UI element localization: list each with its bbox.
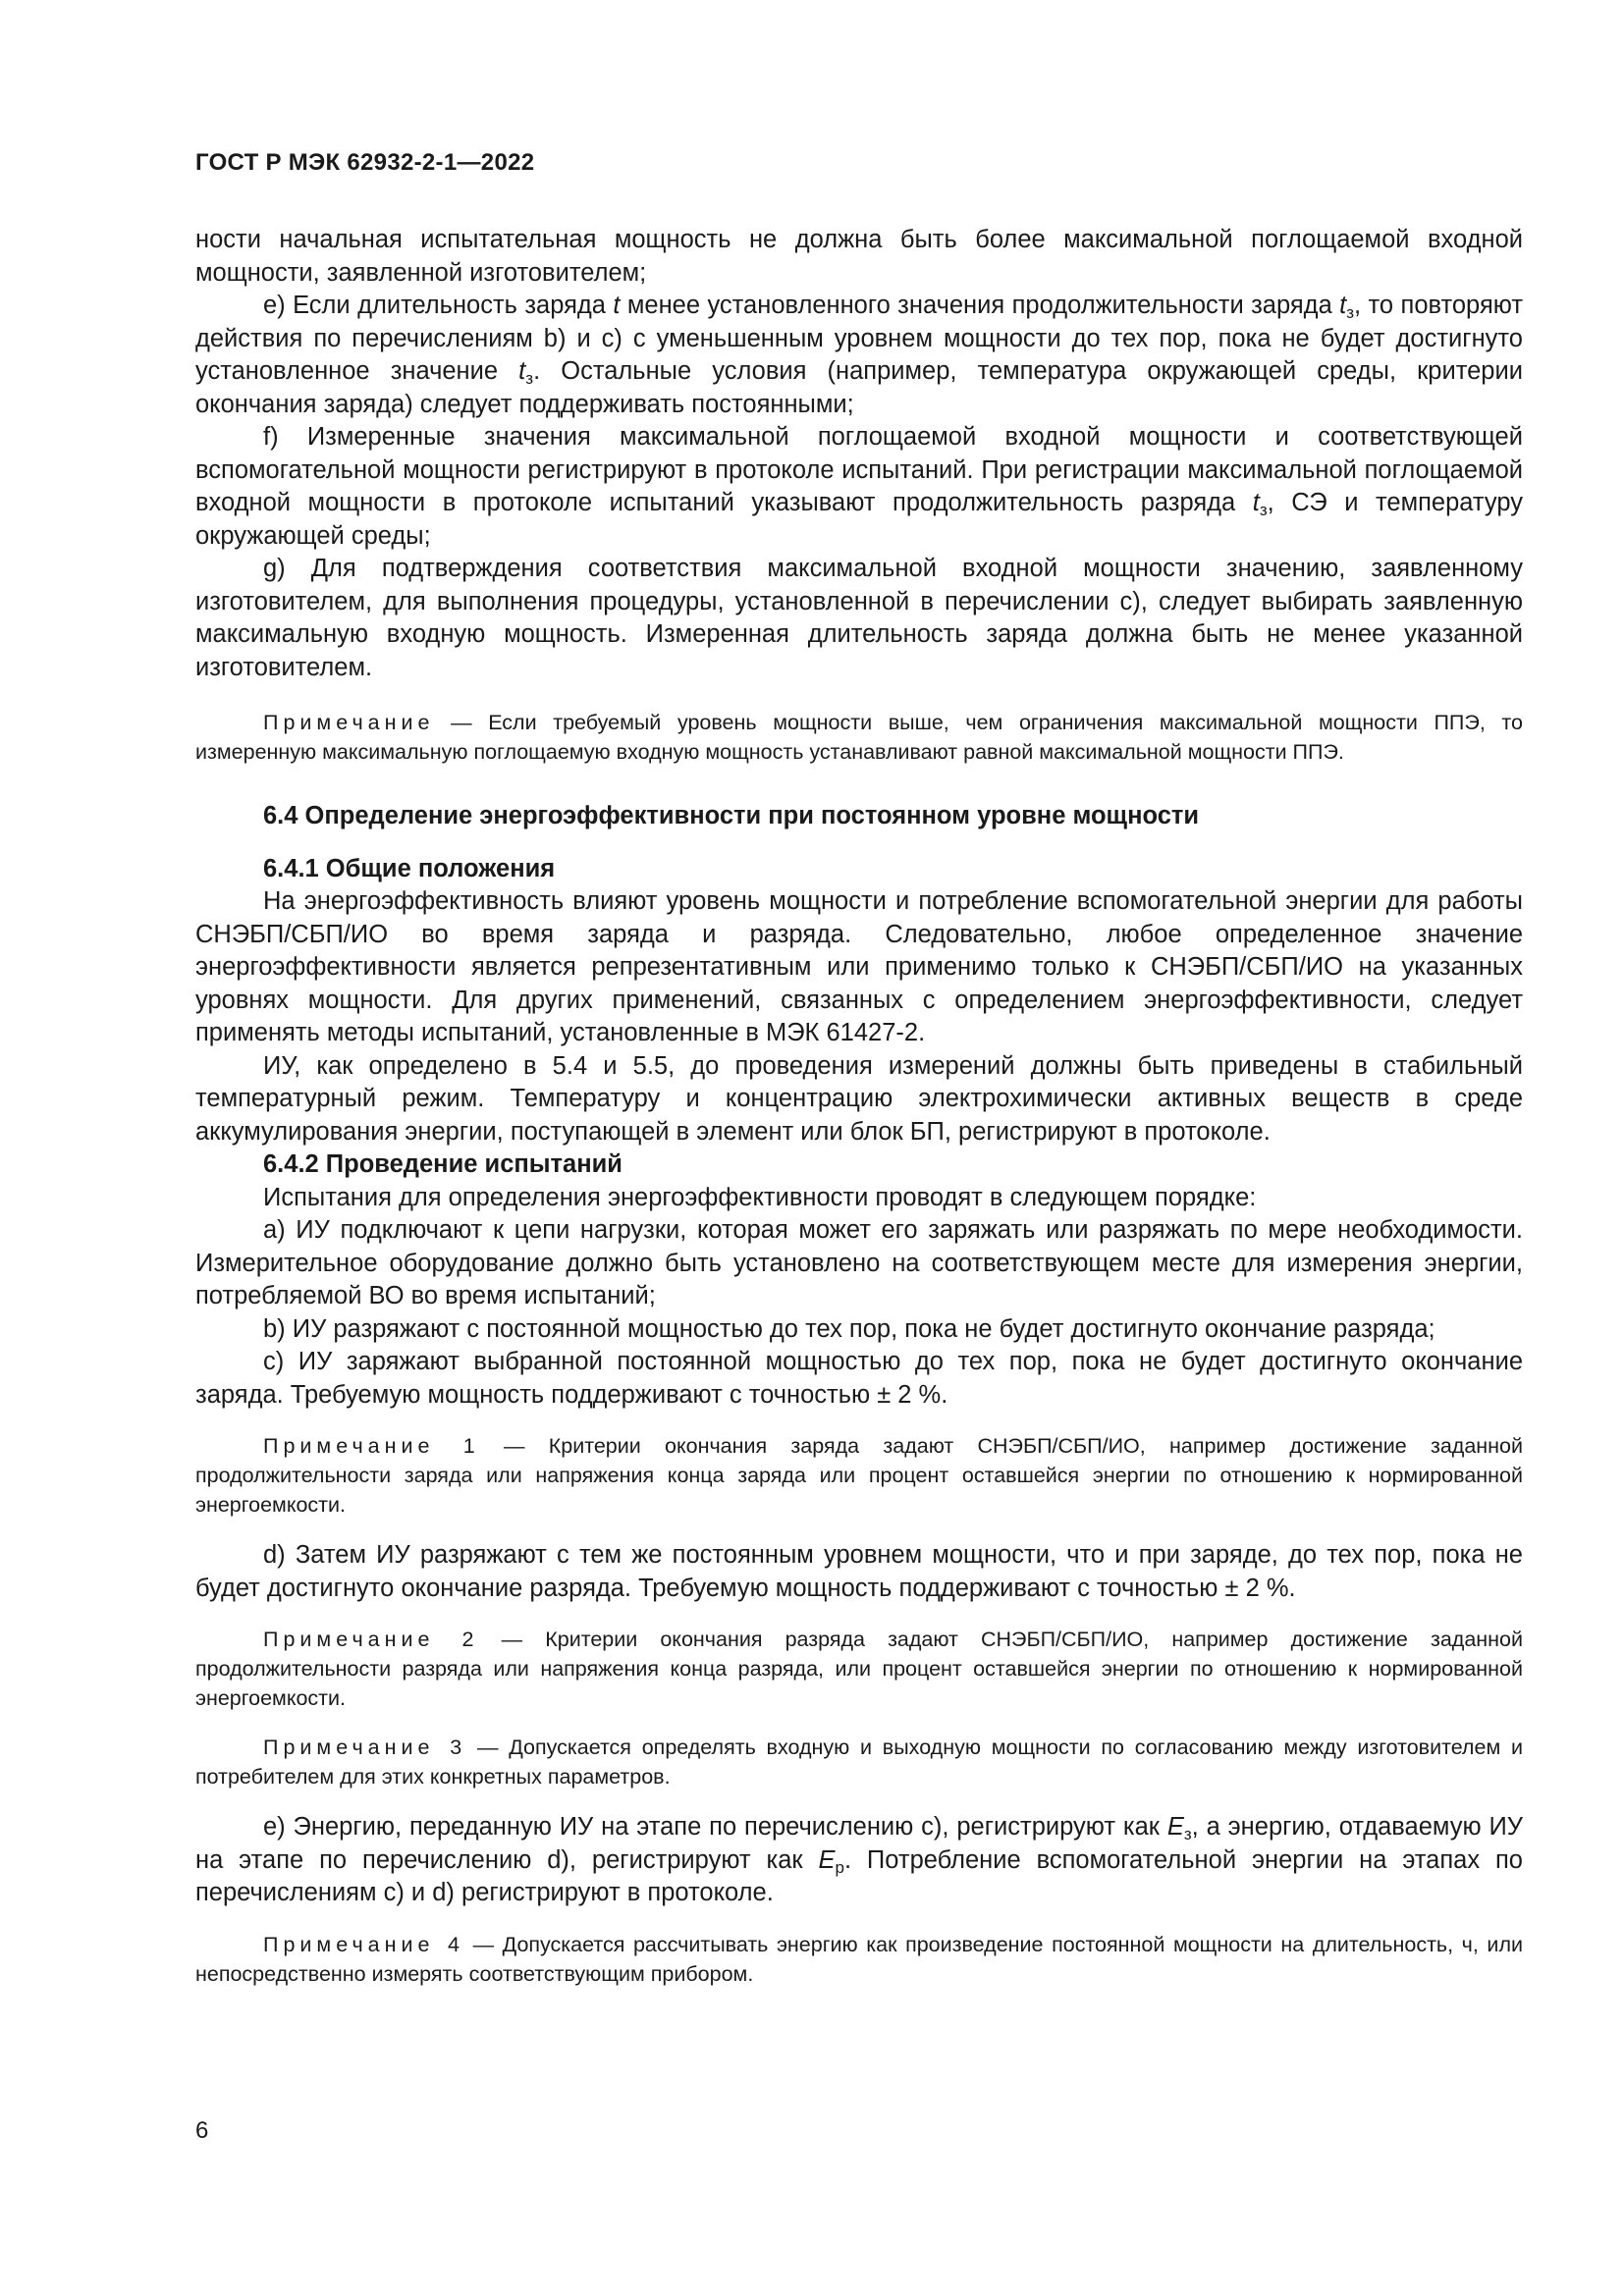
- note-0: Примечание — Если требуемый уровень мощности выше, чем ограничения максимальной мощности ППЭ, то измеренную максимальную поглощаемую входную мощность устанавливают равной максимальной мощности ППЭ.: [195, 711, 1523, 764]
- paragraph-item-g: g) Для подтверждения соответствия максимальной входной мощности значению, заявленному изготовителем, для выполнения процедуры, установленной в перечислении c), следует выбирать заявленную максимальную входную мощность. Измеренная длительность заряда должна быть не менее указанной изготовителем.: [195, 555, 1523, 681]
- document-header: ГОСТ Р МЭК 62932-2-1—2022: [195, 149, 535, 176]
- note-2: Примечание 2 — Критерии окончания разряда задают СНЭБП/СБП/ИО, например достижение заданной продолжительности разряда или напряжения конца разряда, или процент оставшейся энергии по отношению к нормированной энергоемкости.: [195, 1628, 1523, 1710]
- paragraph-642-a: a) ИУ подключают к цепи нагрузки, которая может его заряжать или разряжать по мере необходимости. Измерительное оборудование должно быть установлено на соответствующем месте для измерения энергии, потребляемой ВО во время испытаний;: [195, 1216, 1523, 1309]
- paragraph-642-c: c) ИУ заряжают выбранной постоянной мощностью до тех пор, пока не будет достигнуто окончание заряда. Требуемую мощность поддерживают с точностью ± 2 %.: [195, 1348, 1523, 1409]
- paragraph-642-e: e) Энергию, переданную ИУ на этапе по перечислению c), регистрируют как $E_з$, а энергию, отдаваемую ИУ на этапе по перечислению d), регистрируют как $E_р$. Потребление вспомогательной энергии на этапах по перечислениям c) и d) регистрируют в протоколе.: [195, 1813, 1523, 1906]
- paragraph-item-f: f) Измеренные значения максимальной поглощаемой входной мощности и соответствующей вспомогательной мощности регистрируют в протоколе испытаний. При регистрации максимальной поглощаемой входной мощности в протоколе испытаний указывают продолжительность разряда $t_з$, СЭ и температуру окружающей среды;: [195, 423, 1523, 550]
- page-number: 6: [195, 2117, 209, 2144]
- subsection-heading-6-4-2: 6.4.2 Проведение испытаний: [263, 1150, 623, 1178]
- note-4: Примечание 4 — Допускается рассчитывать энергию как произведение постоянной мощности на длительность, ч, или непосредственно измерять соответствующим прибором.: [195, 1932, 1523, 1986]
- paragraph-item-e: e) Если длительность заряда t менее установленного значения продолжительности заряда $t_з$, то повторяют действия по перечислениям b) и c) с уменьшенным уровнем мощности до тех пор, пока не будет достигнуто установленное значение $t_з$. Остальные условия (например, температура окружающей среды, критерии окончания заряда) следует поддерживать постоянными;: [195, 292, 1524, 418]
- document-body: [195, 224, 1523, 1989]
- note-1: Примечание 1 — Критерии окончания заряда задают СНЭБП/СБП/ИО, например достижение заданной продолжительности заряда или напряжения конца заряда или процент оставшейся энергии по отношению к нормированной энергоемкости.: [195, 1434, 1524, 1517]
- paragraph-642-b: b) ИУ разряжают с постоянной мощностью до тех пор, пока не будет достигнуто окончание разряда;: [263, 1314, 1435, 1343]
- section-heading-6-4: 6.4 Определение энергоэффективности при постоянном уровне мощности: [263, 802, 1200, 829]
- paragraph-642-d: d) Затем ИУ разряжают с тем же постоянным уровнем мощности, что и при заряде, до тех пор, пока не будет достигнуто окончание разряда. Требуемую мощность поддерживают с точностью ± 2 %.: [195, 1541, 1523, 1602]
- paragraph-641-2: ИУ, как определено в 5.4 и 5.5, до проведения измерений должны быть приведены в стабильный температурный режим. Температуру и концентрацию электрохимически активных веществ в среде аккумулирования энергии, поступающей в элемент или блок БП, регистрируют в протоколе.: [195, 1051, 1523, 1146]
- paragraph-continuation: ности начальная испытательная мощность не должна быть более максимальной поглощаемой входной мощности, заявленной изготовителем;: [195, 226, 1523, 287]
- note-3: Примечание 3 — Допускается определять входную и выходную мощности по согласованию между изготовителем и потребителем для этих конкретных параметров.: [195, 1735, 1523, 1789]
- subsection-heading-6-4-1: 6.4.1 Общие положения: [263, 854, 556, 882]
- paragraph-641-1: На энергоэффективность влияют уровень мощности и потребление вспомогательной энергии для работы СНЭБП/СБП/ИО во время заряда и разряда. Следовательно, любое определенное значение энергоэффективности является репрезентативным или применимо только к СНЭБП/СБП/ИО на указанных уровнях мощности. Для других применений, связанных с определением энергоэффективности, следует применять методы испытаний, установленные в МЭК 61427-2.: [195, 887, 1523, 1046]
- paragraph-642-intro: Испытания для определения энергоэффективности проводят в следующем порядке:: [263, 1183, 1257, 1211]
